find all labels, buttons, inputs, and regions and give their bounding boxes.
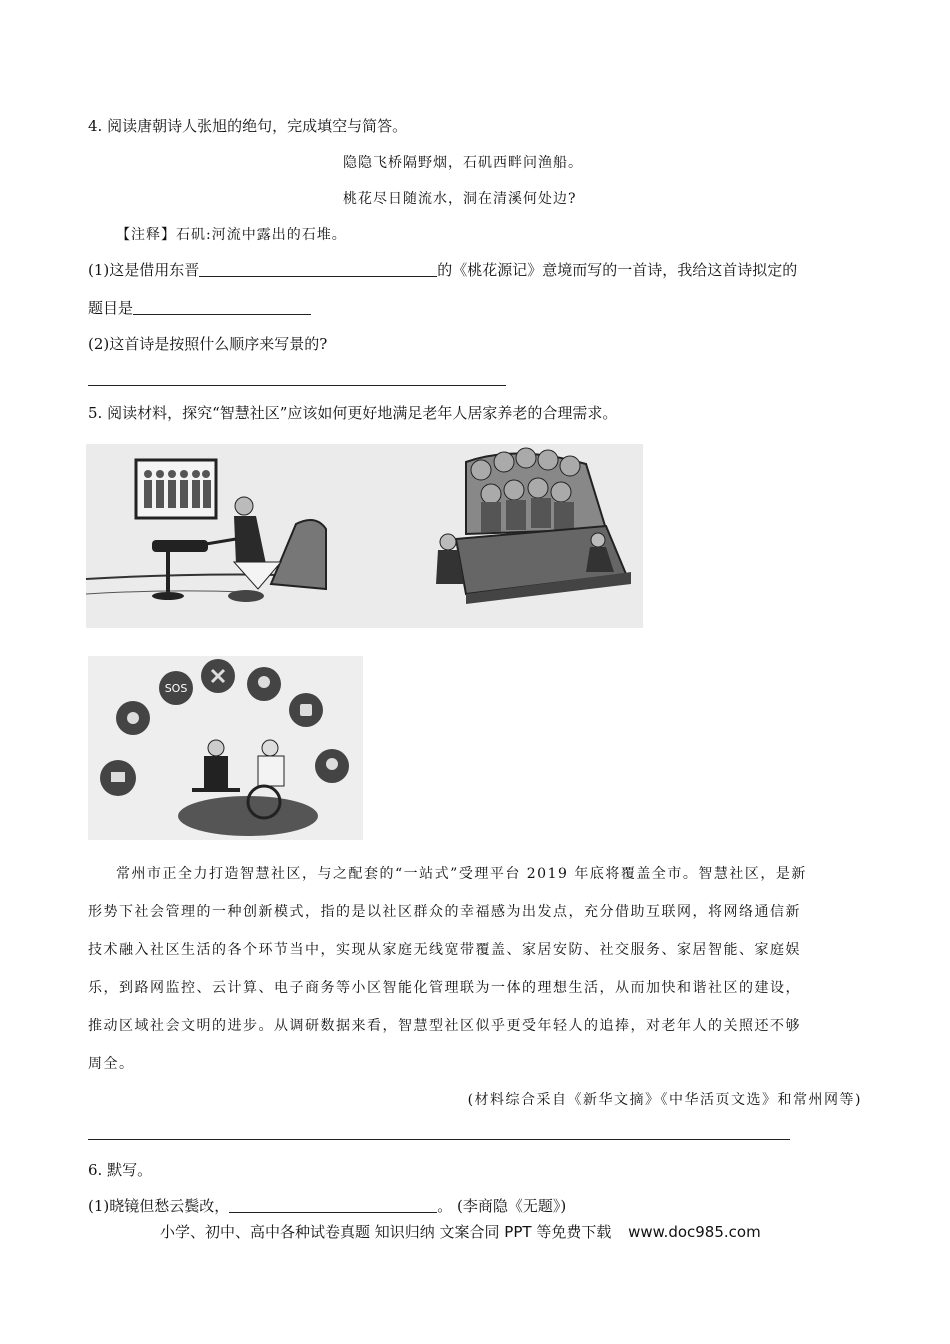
smart-community-image (88, 656, 363, 840)
answer-line-q4-sub2[interactable] (88, 385, 506, 386)
material-line-5: 推动区域社会文明的进步。从调研数据来看，智慧型社区似乎更受年轻人的追捧，对老年人的关照还不够 (88, 1018, 801, 1034)
poem-line-1: 隐隐飞桥隔野烟，石矶西畔问渔船。 (343, 155, 583, 171)
material-line-1: 常州市正全力打造智慧社区，与之配套的“一站式”受理平台 2019 年底将覆盖全市。智慧社区，是新 (116, 866, 807, 882)
q4-heading: 4. 阅读唐朝诗人张旭的绝句，完成填空与简答。 (88, 117, 408, 135)
material-source: (材料综合采自《新华文摘》《中华活页文选》和常州网等) (467, 1092, 862, 1108)
cartoon-image (86, 444, 643, 628)
q6-heading: 6. 默写。 (88, 1161, 153, 1179)
footer-link[interactable]: www.doc985.com (628, 1223, 761, 1241)
q5-heading: 5. 阅读材料，探究“智慧社区”应该如何更好地满足老年人居家养老的合理需求。 (88, 404, 618, 422)
q6-sub1-suffix: 。 (李商隐《无题》) (437, 1197, 567, 1215)
sos-icon-label: SOS (164, 682, 188, 695)
material-line-2: 形势下社会管理的一种创新模式，指的是以社区群众的幸福感为出发点，充分借助互联网，将网络通信新 (88, 904, 801, 920)
q4-sub1-suffix: 的《桃花源记》意境而写的一首诗，我给这首诗拟定的 (437, 261, 798, 279)
q4-sub1-prefix: (1)这是借用东晋 (88, 261, 200, 279)
q4-sub1-line2 (88, 298, 311, 318)
cartoon-drawing (86, 444, 643, 628)
q4-sub1 (88, 260, 797, 280)
answer-blank-author[interactable] (199, 262, 437, 277)
answer-blank-title[interactable] (133, 300, 311, 315)
material-line-3: 技术融入社区生活的各个环节当中，实现从家庭无线宽带覆盖、家居安防、社交服务、家居智能、家庭娱 (88, 942, 801, 958)
footer-text: 小学、初中、高中各种试卷真题 知识归纳 文案合同 PPT 等免费下载 (160, 1223, 612, 1241)
q4-title-label: 题目是 (88, 299, 134, 317)
q6-sub1-prefix: (1)晓镜但愁云鬓改， (88, 1197, 230, 1215)
answer-line-q5[interactable] (88, 1139, 790, 1140)
footer (160, 1221, 761, 1242)
answer-blank-q6-1[interactable] (229, 1198, 437, 1213)
smart-community-drawing (88, 656, 363, 840)
material-line-6: 周全。 (88, 1056, 135, 1072)
poem-line-2: 桃花尽日随流水，洞在清溪何处边? (343, 191, 577, 207)
q6-sub1 (88, 1196, 566, 1216)
material-line-4: 乐，到路网监控、云计算、电子商务等小区智能化管理联为一体的理想生活，从而加快和谐社区的建设， (88, 980, 801, 996)
q4-sub2: (2)这首诗是按照什么顺序来写景的? (88, 335, 328, 353)
poem-note: 【注释】石矶:河流中露出的石堆。 (116, 227, 347, 243)
